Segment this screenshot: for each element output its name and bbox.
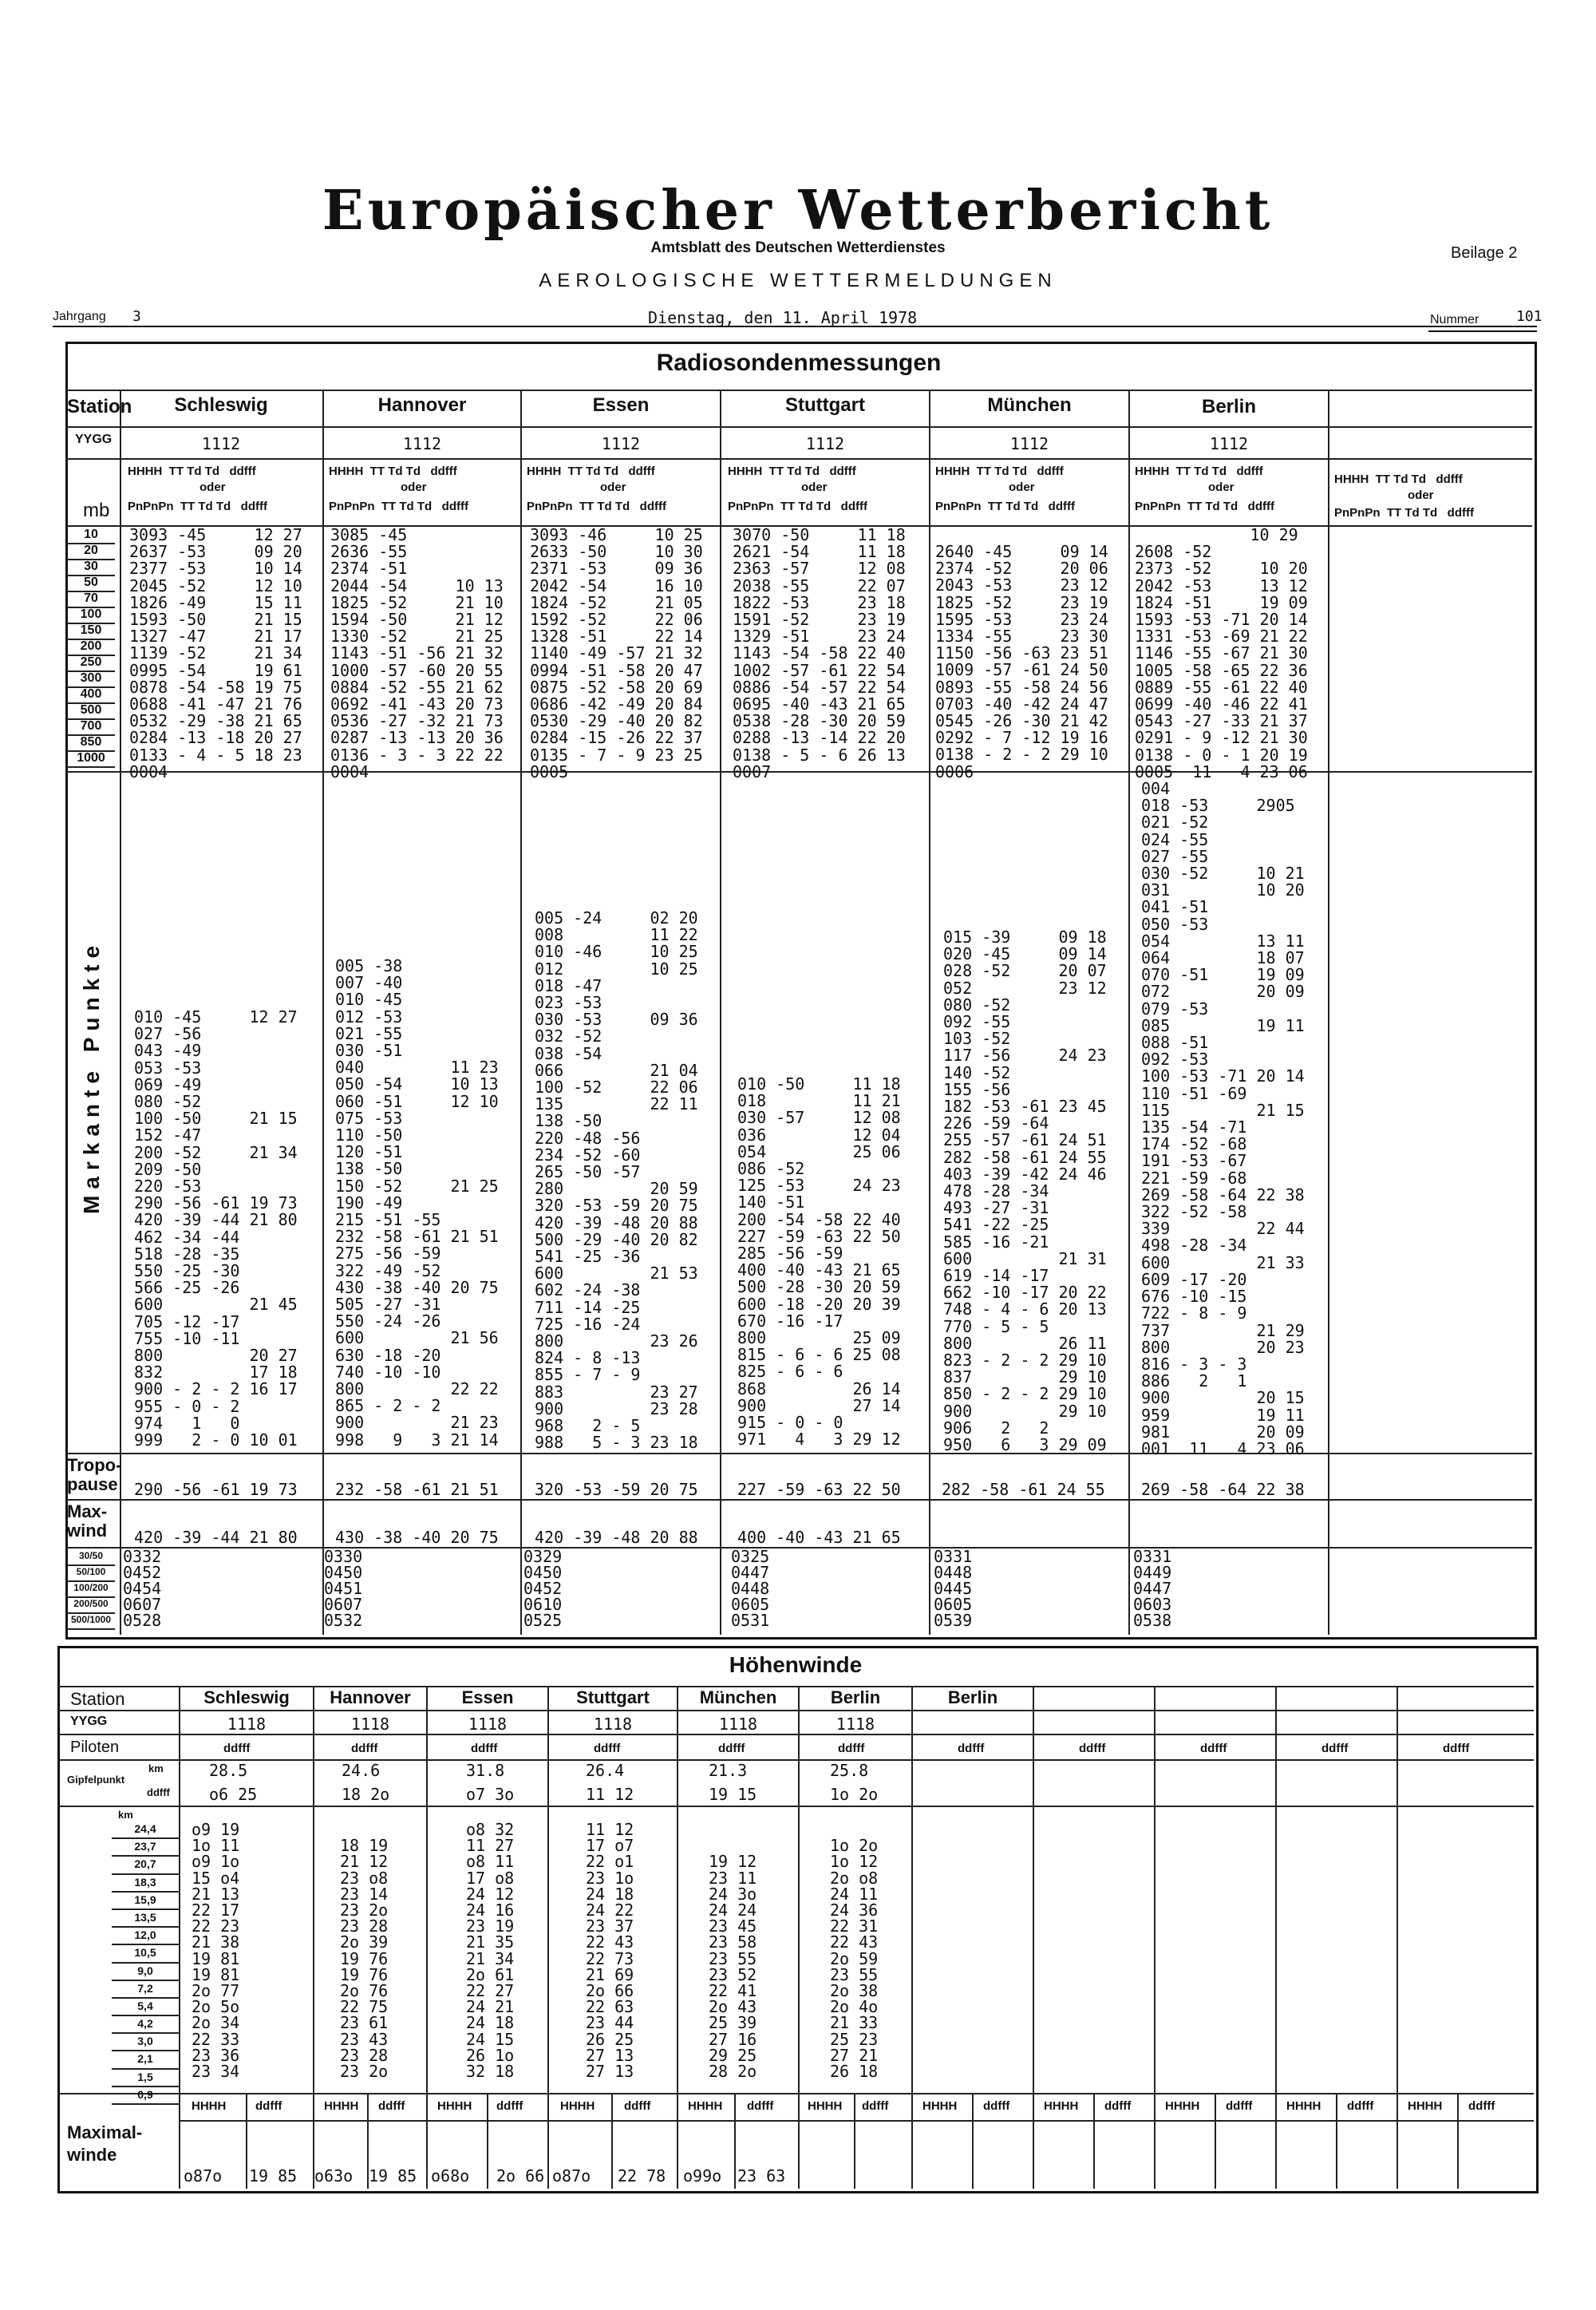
station-yygg: 1112 [201, 434, 241, 453]
hw-yygg: 1118 [227, 1715, 267, 1734]
station-yygg: 1112 [1209, 434, 1249, 453]
hw-sub-col [246, 2093, 247, 2189]
hw-level: 9,0 [112, 1964, 179, 1981]
col-line-label [120, 390, 121, 1635]
row-line-maxwind [65, 1499, 1532, 1501]
hw-station-name: München [699, 1687, 777, 1707]
subtitle: Amtsblatt des Deutschen Wetterdienstes [650, 239, 946, 256]
hw-level: 13,5 [112, 1910, 179, 1928]
hoehenwinde-title: Höhenwinde [729, 1652, 863, 1677]
hw-line-station [57, 1710, 1534, 1711]
thickness-data: 0325 0447 0448 0605 0531 [731, 1547, 770, 1630]
hw-gipfel-dd-value: 1o 2o [830, 1785, 879, 1804]
hw-sub-col [1093, 2093, 1095, 2189]
hw-ddfff-header: ddfff [1443, 1742, 1470, 1755]
col-header-mid: oder [200, 481, 226, 494]
nummer-label: Nummer [1430, 313, 1479, 326]
hw-max-ddfff: 22 78 [618, 2166, 666, 2185]
hw-values: 11 12 17 o7 22 o1 23 1o 24 18 24 22 23 37 22 43 22 73 21 69 2o 66 22 63 23 44 26 25 27 13 27 13 [586, 1820, 634, 2082]
hw-col [1154, 1686, 1156, 2189]
hw-level: 12,0 [112, 1928, 179, 1945]
hw-line-yygg [57, 1734, 1534, 1735]
station-label: Station [67, 396, 132, 417]
hw-station-name: Berlin [830, 1687, 881, 1707]
hw-yygg: 1118 [718, 1715, 758, 1734]
std-levels-data: 10 29 2608 -52 2373 -52 10 20 2042 -53 13 12 1824 -51 19 09 1593 -53 -71 20 14 1331 -53 -69 21 22 1146 -55 -67 21 30 1005 -58 -65 22 36 0889 -55 -61 22 40 0699 -40 -46 22 41 0543 -27 -33 21 37 0291 - 9 -12 21 30 0138 - 0 - 1 20 19 0005 11 4 23 06 [1135, 525, 1308, 781]
hw-levels [112, 1821, 179, 2105]
hw-level: 1,5 [112, 2070, 179, 2087]
hw-gipfel-dd-value: o6 25 [209, 1785, 258, 1804]
hw-yygg: 1118 [350, 1715, 390, 1734]
hw-ddfff-header: ddfff [351, 1742, 378, 1755]
row-line-hdr [65, 458, 1532, 460]
hw-max-hhhh: o68o [431, 2166, 470, 2185]
mb-level: 100 [67, 607, 115, 624]
hw-gipfel-km-value: 31.8 [466, 1761, 505, 1780]
col-header-top: HHHH TT Td Td ddfff [128, 465, 256, 478]
maxwind-label: Max-wind [67, 1501, 108, 1541]
jahrgang-label: Jahrgang [53, 310, 106, 323]
maxwind-data: 420 -39 -44 21 80 [134, 1528, 298, 1547]
hw-values: 18 19 21 12 23 o8 23 14 23 2o 23 28 2o 39 19 76 19 76 2o 76 22 75 23 61 23 43 23 28 23 2o [340, 1836, 389, 2082]
header-rule-right [1428, 330, 1537, 332]
hw-ddfff-header: ddfff [718, 1742, 745, 1755]
hw-max-ddfff: 23 63 [737, 2166, 786, 2185]
mb-level: 250 [67, 655, 115, 672]
hw-max-hhhh: o63o [314, 2166, 354, 2185]
station-name: Essen [592, 394, 650, 416]
hw-max-ddfff: 19 85 [369, 2166, 417, 2185]
hw-gipfel-dd-value: 11 12 [586, 1785, 634, 1804]
hw-ddfff-header: ddfff [378, 2099, 405, 2113]
hw-sub-col [487, 2093, 488, 2189]
hw-yygg: 1118 [836, 1715, 875, 1734]
hw-sub-col [972, 2093, 974, 2189]
mb-level: 850 [67, 734, 115, 752]
tropopause-data: 282 -58 -61 24 55 [942, 1480, 1105, 1499]
tropopause-data: 290 -56 -61 19 73 [134, 1480, 298, 1499]
hw-max-hhhh: o87o [552, 2166, 591, 2185]
hw-sub-col [1336, 2093, 1337, 2189]
mb-level: 700 [67, 718, 115, 736]
row-line-station [65, 390, 1532, 391]
hw-ddfff-header: ddfff [496, 2099, 523, 2113]
hw-level: 4,2 [112, 2016, 179, 2034]
hw-ddfff-header: ddfff [1321, 1742, 1349, 1755]
hw-gipfel-km-value: 21.3 [709, 1761, 748, 1780]
hw-ddfff-header: ddfff [1347, 2099, 1374, 2113]
hw-gipfel-km-value: 26.4 [586, 1761, 625, 1780]
hw-values: o8 32 11 27 o8 11 17 o8 24 12 24 16 23 19 21 35 21 34 2o 61 22 27 24 21 24 18 24 15 26 1o 32 18 [466, 1820, 515, 2082]
thickness-data: 0329 0450 0452 0610 0525 [523, 1547, 563, 1630]
marked-points-data: 010 -45 12 27 027 -56 043 -49 053 -53 069 -49 080 -52 100 -50 21 15 152 -47 200 -52 21 34 209 -50 220 -53 290 -56 -61 19 73 420 -39 -44 21 80 462 -34 -44 518 -28 -35 550 -25 -30 566 -25 -26 600 21 45 705 -12 -17 755 -10 -11 800 20 27 832 17 18 900 - 2 - 2 16 17 955 - 0 - 2 974 1 0 999 2 - 0 10 01 [134, 1007, 298, 1450]
station-name: Hannover [377, 394, 467, 416]
mb-level: 150 [67, 623, 115, 640]
hw-ddfff-header: ddfff [223, 1742, 251, 1755]
hw-yygg-label: YYGG [70, 1715, 108, 1728]
hw-sub-col [367, 2093, 369, 2189]
yygg-label: YYGG [75, 433, 113, 446]
hw-level: 18,3 [112, 1875, 179, 1893]
marked-points-data: 005 -24 02 20 008 11 22 010 -46 10 25 012 10 25 018 -47 023 -53 030 -53 09 36 032 -52 038 -54 066 21 04 100 -52 22 06 135 22 11 138 -50 220 -48 -56 234 -52 -60 265 -50 -57 280 20 59 320 -53 -59 20 75 420 -39 -48 20 88 500 -29 -40 20 82 541 -25 -36 600 21 53 602 -24 -38 711 -14 -25 725 -16 -24 800 23 26 824 - 8 -13 855 - 7 - 9 883 23 27 900 23 28 968 2 - 5 988 5 - 3 23 18 [535, 908, 698, 1453]
hw-level: 24,4 [112, 1821, 179, 1839]
hw-col [313, 1686, 314, 2189]
thickness-level: 30/50 [67, 1549, 115, 1566]
col-line-4 [929, 390, 930, 1635]
hw-km-label: km [118, 1809, 133, 1821]
radiosonde-title: Radiosondenmessungen [656, 350, 942, 376]
col-header-bot: PnPnPn TT Td Td ddfff [728, 500, 867, 513]
markante-punkte-label: Markante Punkte [79, 939, 104, 1214]
row-line-yygg [65, 426, 1532, 428]
hw-col [1396, 1686, 1398, 2189]
hw-ddfff-header: ddfff [1226, 2099, 1253, 2113]
hw-maximal-label: Maximal-winde [67, 2122, 143, 2165]
hw-max-ddfff: 2o 66 [496, 2166, 545, 2185]
col-header-top: HHHH TT Td Td ddfff [527, 465, 655, 478]
hw-gipfel-km: km [148, 1762, 164, 1774]
nummer-value: 101 [1516, 308, 1543, 325]
hw-gipfel-ddfff: ddfff [147, 1786, 170, 1798]
marked-points-data: 010 -50 11 18 018 11 21 030 -57 12 08 036 12 04 054 25 06 086 -52 125 -53 24 23 140 -51 200 -54 -58 22 40 227 -59 -63 22 50 285 -56 -59 400 -40 -43 21 65 500 -28 -30 20 59 600 -18 -20 20 39 670 -16 -17 800 25 09 815 - 6 - 6 25 08 825 - 6 - 6 868 26 14 900 27 14 915 - 0 - 0 971 4 3 29 12 [737, 1074, 901, 1450]
hw-hhhh-header: HHHH [1044, 2099, 1079, 2113]
marked-points-data: 005 -38 007 -40 010 -45 012 -53 021 -55 030 -51 040 11 23 050 -54 10 13 060 -51 12 10 075 -53 110 -50 120 -51 138 -50 150 -52 21 25 190 -49 215 -51 -55 232 -58 -61 21 51 275 -56 -59 322 -49 -52 430 -38 -40 20 75 505 -27 -31 550 -24 -26 600 21 56 630 -18 -20 740 -10 -10 800 22 22 865 - 2 - 2 900 21 23 998 9 3 21 14 [335, 956, 499, 1450]
std-levels-data: 3085 -45 2636 -55 2374 -51 2044 -54 10 13 1825 -52 21 10 1594 -50 21 12 1330 -52 21 25 1143 -51 -56 21 32 1000 -57 -60 20 55 0884 -52 -55 21 62 0692 -41 -43 20 73 0536 -27 -32 21 73 0287 -13 -13 20 36 0136 - 3 - 3 22 22 0004 [330, 525, 504, 781]
hw-max-hhhh: o87o [184, 2166, 223, 2185]
station-name: Schleswig [174, 394, 268, 416]
hw-col [547, 1686, 549, 2189]
hw-level: 5,4 [112, 1999, 179, 2016]
station-yygg: 1112 [402, 434, 442, 453]
station-yygg: 1112 [805, 434, 845, 453]
hw-level: 15,9 [112, 1893, 179, 1910]
col-header-top: HHHH TT Td Td ddfff [728, 465, 856, 478]
hw-hhhh-header: HHHH [922, 2099, 958, 2113]
hw-hhhh-header: HHHH [1286, 2099, 1321, 2113]
mb-level: 200 [67, 639, 115, 656]
col-header-bot: PnPnPn TT Td Td ddfff [935, 500, 1075, 513]
hw-ddfff-header: ddfff [862, 2099, 889, 2113]
row-line-thick [65, 1547, 1532, 1549]
col-header-bot: PnPnPn TT Td Td ddfff [527, 500, 666, 513]
hw-ddfff-header: ddfff [958, 1742, 985, 1755]
marked-points-data: 004 018 -53 2905 021 -52 024 -55 027 -55 030 -52 10 21 031 10 20 041 -51 050 -53 054 13 11 064 18 07 070 -51 19 09 072 20 09 079 -53 085 19 11 088 -51 092 -53 100 -53 -71 20 14 110 -51 -69 115 21 15 135 -54 -71 174 -52 -68 191 -53 -67 221 -59 -68 269 -58 -64 22 38 322 -52 -58 339 22 44 498 -28 -34 600 21 33 609 -17 -20 676 -10 -15 722 - 8 - 9 737 21 29 800 20 23 816 - 3 - 3 886 2 1 900 20 15 959 19 11 981 20 09 001 11 4 23 06 [1141, 779, 1305, 1458]
hw-values: 19 12 23 11 24 3o 24 24 23 45 23 58 23 55 23 52 22 41 2o 43 25 39 27 16 29 25 28 2o [709, 1852, 757, 2082]
hw-level: 0,9 [112, 2087, 179, 2105]
mb-level: 20 [67, 543, 115, 560]
hw-ddfff-header: ddfff [1104, 2099, 1132, 2113]
hw-col-label [179, 1686, 180, 2189]
col-header-top: HHHH TT Td Td ddfff [329, 465, 457, 478]
hw-ddfff-header: ddfff [983, 2099, 1010, 2113]
std-levels-data: 3093 -45 12 27 2637 -53 09 20 2377 -53 10 14 2045 -52 12 10 1826 -49 15 11 1593 -50 21 15 1327 -47 21 17 1139 -52 21 34 0995 -54 19 61 0878 -54 -58 19 75 0688 -41 -47 21 76 0532 -29 -38 21 65 0284 -13 -18 20 27 0133 - 4 - 5 18 23 0004 [129, 525, 302, 781]
hw-ddfff-header: ddfff [471, 1742, 498, 1755]
mb-level: 400 [67, 686, 115, 704]
hw-level: 20,7 [112, 1857, 179, 1874]
thickness-data: 0331 0448 0445 0605 0539 [934, 1547, 973, 1630]
mb-level: 10 [67, 527, 115, 544]
hw-level: 10,5 [112, 1945, 179, 1963]
hw-gipfel-dd-value: o7 3o [466, 1785, 515, 1804]
hw-station-name: Berlin [947, 1687, 998, 1707]
hw-hhhh-header: HHHH [1408, 2099, 1443, 2113]
tropopause-data: 227 -59 -63 22 50 [737, 1480, 901, 1499]
hw-ddfff-header: ddfff [624, 2099, 651, 2113]
hw-hhhh-header: HHHH [437, 2099, 472, 2113]
hw-level: 23,7 [112, 1839, 179, 1857]
marked-points-data: 015 -39 09 18 020 -45 09 14 028 -52 20 07 052 23 12 080 -52 092 -55 103 -52 117 -56 24 23 140 -52 155 -56 182 -53 -61 23 45 226 -59 -64 255 -57 -61 24 51 282 -58 -61 24 55 403 -39 -42 24 46 478 -28 -34 493 -27 -31 541 -22 -25 585 -16 -21 600 21 31 619 -14 -17 662 -10 -17 20 22 748 - 4 - 6 20 13 770 - 5 - 5 800 26 11 823 - 2 - 2 29 10 837 29 10 850 - 2 - 2 29 10 900 29 10 906 2 2 950 6 3 29 09 [943, 928, 1107, 1455]
col-header-mid: oder [401, 481, 427, 494]
hw-ddfff-header: ddfff [255, 2099, 282, 2113]
station-name: München [987, 394, 1072, 416]
jahrgang-value: 3 [132, 308, 141, 325]
thickness-data: 0332 0452 0454 0607 0528 [123, 1547, 162, 1630]
hw-gipfel-km-value: 24.6 [342, 1761, 381, 1780]
station-yygg: 1112 [1009, 434, 1049, 453]
hw-sub-col [734, 2093, 736, 2189]
hw-line-maxhdr [179, 2120, 1534, 2122]
hw-level: 7,2 [112, 1981, 179, 1999]
col-header-bot: PnPnPn TT Td Td ddfff [329, 500, 468, 513]
hw-level: 3,0 [112, 2034, 179, 2051]
hw-ddfff-header: ddfff [1200, 1742, 1227, 1755]
header-rule [53, 326, 1537, 327]
hw-hhhh-header: HHHH [1165, 2099, 1200, 2113]
col-header-top: HHHH TT Td Td ddfff [1135, 465, 1263, 478]
hw-gipfel-dd-value: 19 15 [709, 1785, 757, 1804]
hw-col [798, 1686, 800, 2189]
hw-max-ddfff: 19 85 [249, 2166, 298, 2185]
std-levels-data: 3093 -46 10 25 2633 -50 10 30 2371 -53 09 36 2042 -54 16 10 1824 -52 21 05 1592 -52 22 06 1328 -51 22 14 1140 -49 -57 21 32 0994 -51 -58 20 47 0875 -52 -58 20 69 0686 -42 -49 20 84 0530 -29 -40 20 82 0284 -15 -26 22 37 0135 - 7 - 9 23 25 0005 [530, 525, 703, 781]
hw-station-name: Stuttgart [576, 1687, 650, 1707]
col-line-2 [520, 390, 522, 1635]
mb-level: 30 [67, 559, 115, 576]
thickness-level: 200/500 [67, 1596, 115, 1614]
station-name: Stuttgart [785, 394, 865, 416]
page-title: Europäischer Wetterbericht [322, 179, 1274, 243]
station-yygg: 1112 [601, 434, 641, 453]
hw-ddfff-header: ddfff [838, 1742, 865, 1755]
thickness-data: 0330 0450 0451 0607 0532 [324, 1547, 363, 1630]
row-line-tropo [65, 1453, 1532, 1454]
hw-gipfel-label: Gipfelpunkt [67, 1774, 125, 1786]
col-header-mid: oder [600, 481, 626, 494]
hw-level: 2,1 [112, 2051, 179, 2069]
col-header-mid: oder [1408, 489, 1434, 502]
hw-hhhh-header: HHHH [688, 2099, 723, 2113]
col-line-6 [1328, 390, 1329, 1635]
hw-col [677, 1686, 678, 2189]
beilage-label: Beilage 2 [1451, 244, 1518, 262]
hw-values: 1o 2o 1o 12 2o o8 24 11 24 36 22 31 22 43 2o 59 23 55 2o 38 2o 4o 21 33 25 23 27 21 26 18 [830, 1836, 879, 2082]
tropopause-label: Tropo-pause [67, 1455, 122, 1494]
hw-hhhh-header: HHHH [560, 2099, 595, 2113]
hw-gipfel-km-value: 25.8 [830, 1761, 869, 1780]
hw-ddfff-header: ddfff [1468, 2099, 1495, 2113]
mb-level: 1000 [67, 750, 115, 768]
hw-line-gipfel [57, 1806, 1534, 1807]
hw-max-hhhh: o99o [683, 2166, 722, 2185]
hw-hhhh-header: HHHH [192, 2099, 227, 2113]
hw-yygg: 1118 [468, 1715, 508, 1734]
col-line-1 [322, 390, 324, 1635]
hw-ddfff-header: ddfff [1079, 1742, 1106, 1755]
mb-level: 500 [67, 702, 115, 720]
col-header-bot: PnPnPn TT Td Td ddfff [1334, 506, 1474, 520]
thickness-data: 0331 0449 0447 0603 0538 [1133, 1547, 1172, 1630]
maxwind-data: 420 -39 -48 20 88 [535, 1528, 698, 1547]
hw-hhhh-header: HHHH [324, 2099, 359, 2113]
col-header-bot: PnPnPn TT Td Td ddfff [128, 500, 267, 513]
hw-ddfff-header: ddfff [747, 2099, 774, 2113]
thickness-level: 500/1000 [67, 1612, 115, 1630]
maxwind-data: 400 -40 -43 21 65 [737, 1528, 901, 1547]
col-header-mid: oder [1208, 481, 1235, 494]
hw-station-name: Essen [461, 1687, 514, 1707]
col-header-mid: oder [1009, 481, 1035, 494]
hw-col [1275, 1686, 1277, 2189]
hw-piloten-label: Piloten [70, 1738, 120, 1756]
col-header-top: HHHH TT Td Td ddfff [1334, 473, 1463, 486]
hw-ddfff-header: ddfff [594, 1742, 621, 1755]
mb-level: 300 [67, 670, 115, 688]
hw-col [1033, 1686, 1034, 2189]
hw-station-label: Station [70, 1689, 125, 1709]
tropopause-data: 232 -58 -61 21 51 [335, 1480, 499, 1499]
hw-col [426, 1686, 428, 2189]
hw-values: o9 19 1o 11 o9 1o 15 o4 21 13 22 17 22 23 21 38 19 81 19 81 2o 77 2o 5o 2o 34 22 33 23 36 23 34 [192, 1820, 240, 2082]
hw-line-levels [57, 2093, 1534, 2094]
thickness-level: 100/200 [67, 1580, 115, 1598]
hw-yygg: 1118 [593, 1715, 633, 1734]
mb-label: mb [83, 500, 110, 521]
maxwind-data: 430 -38 -40 20 75 [335, 1528, 499, 1547]
hw-col [911, 1686, 913, 2189]
thickness-level: 50/100 [67, 1564, 115, 1582]
hw-sub-col [1215, 2093, 1216, 2189]
hw-gipfel-dd-value: 18 2o [342, 1785, 390, 1804]
section-title: AEROLOGISCHE WETTERMELDUNGEN [539, 270, 1057, 291]
hw-station-name: Schleswig [203, 1687, 290, 1707]
std-levels-data: 2640 -45 09 14 2374 -52 20 06 2043 -53 23 12 1825 -52 23 19 1595 -53 23 24 1334 -55 23 30 1150 -56 -63 23 51 1009 -57 -61 24 50 0893 -55 -58 24 56 0703 -40 -42 24 47 0545 -26 -30 21 42 0292 - 7 -12 19 16 0138 - 2 - 2 29 10 0006 [935, 542, 1108, 781]
hw-hhhh-header: HHHH [808, 2099, 843, 2113]
col-header-mid: oder [801, 481, 828, 494]
mb-level: 50 [67, 575, 115, 592]
col-header-bot: PnPnPn TT Td Td ddfff [1135, 500, 1274, 513]
hw-line-piloten [57, 1759, 1534, 1761]
hw-gipfel-km-value: 28.5 [209, 1761, 248, 1780]
tropopause-data: 269 -58 -64 22 38 [1141, 1480, 1305, 1499]
col-header-top: HHHH TT Td Td ddfff [935, 465, 1064, 478]
hw-sub-col [1457, 2093, 1459, 2189]
issue-date: Dienstag, den 11. April 1978 [648, 308, 918, 327]
hw-sub-col [854, 2093, 855, 2189]
col-line-5 [1128, 390, 1130, 1635]
hw-station-name: Hannover [330, 1687, 411, 1707]
hw-sub-col [611, 2093, 613, 2189]
std-levels-data: 3070 -50 11 18 2621 -54 11 18 2363 -57 12 08 2038 -55 22 07 1822 -53 23 18 1591 -52 23 19 1329 -51 23 24 1143 -54 -58 22 40 1002 -57 -61 22 54 0886 -54 -57 22 54 0695 -40 -43 21 65 0538 -28 -30 20 59 0288 -13 -14 22 20 0138 - 5 - 6 26 13 0007 [733, 525, 906, 781]
station-name: Berlin [1201, 396, 1256, 417]
col-line-3 [720, 390, 721, 1635]
tropopause-data: 320 -53 -59 20 75 [535, 1480, 698, 1499]
mb-level: 70 [67, 591, 115, 608]
